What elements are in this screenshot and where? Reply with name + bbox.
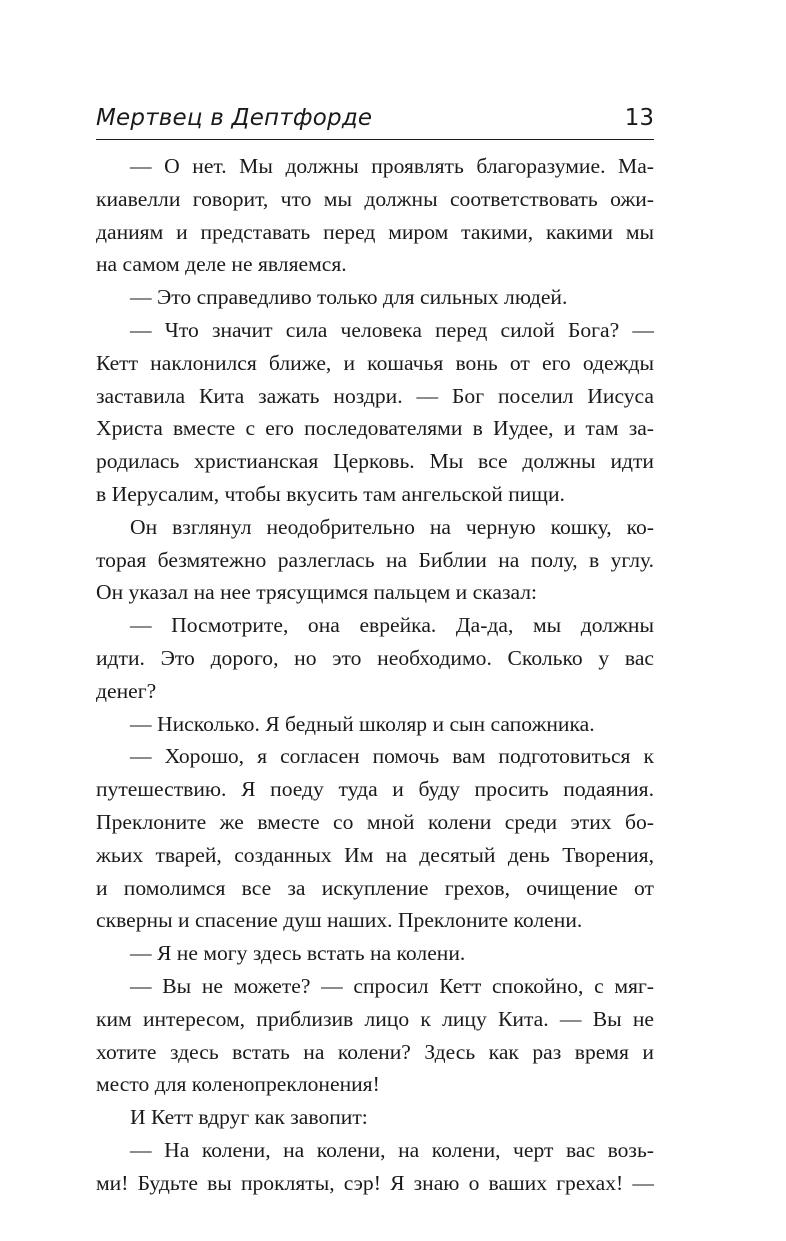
- text-line: — Нисколько. Я бедный школяр и сын сапожника.: [130, 711, 595, 736]
- text-line: в Иерусалим, чтобы вкусить там ангельской пищи.: [96, 481, 565, 506]
- text-line: ми! Будьте вы прокляты, сэр! Я знаю о ваших грехах! —: [96, 1170, 654, 1195]
- text-line: Он указал на нее трясущимся пальцем и сказал:: [96, 580, 538, 605]
- text-line: хотите здесь встать на колени? Здесь как раз время и: [96, 1039, 654, 1064]
- text-line: — Хорошо, я согласен помочь вам подготовиться к: [130, 744, 654, 769]
- paragraph: [96, 1134, 654, 1200]
- text-line: скверны и спасение душ наших. Преклоните колени.: [96, 908, 583, 933]
- text-line: родилась христианская Церковь. Мы все должны идти: [96, 449, 654, 474]
- text-line: — Это справедливо только для сильных людей.: [130, 285, 568, 310]
- text-line: — Посмотрите, она еврейка. Да-да, мы должны: [130, 613, 654, 638]
- text-line: киавелли говорит, что мы должны соответствовать ожи-: [96, 186, 654, 211]
- page-number: 13: [624, 105, 654, 131]
- paragraph: [96, 511, 654, 609]
- text-line: жьих тварей, созданных Им на десятый день Творения,: [96, 842, 654, 867]
- text-line: идти. Это дорого, но это необходимо. Сколько у вас: [96, 645, 654, 670]
- text-line: ким интересом, приблизив лицо к лицу Кита. — Вы не: [96, 1006, 654, 1031]
- text-line: И Кетт вдруг как завопит:: [130, 1105, 368, 1130]
- text-line: Христа вместе с его последователями в Иудее, и там за-: [96, 416, 654, 441]
- paragraph: [96, 970, 654, 1101]
- paragraph: [96, 314, 654, 511]
- paragraph: [96, 281, 654, 314]
- body-text: [96, 150, 654, 1200]
- text-line: денег?: [96, 678, 157, 703]
- text-line: на самом деле не являемся.: [96, 252, 347, 277]
- text-line: — О нет. Мы должны проявлять благоразумие. Ма-: [130, 154, 654, 178]
- text-line: — Что значит сила человека перед силой Бога? —: [130, 317, 654, 342]
- text-line: Он взглянул неодобрительно на черную кошку, ко-: [130, 514, 654, 539]
- text-line: Кетт наклонился ближе, и кошачья вонь от его одежды: [96, 350, 654, 375]
- paragraph: [96, 708, 654, 741]
- text-line: — Вы не можете? — спросил Кетт спокойно, с мяг-: [130, 973, 654, 998]
- book-title: Мертвец в Дептфорде: [96, 105, 373, 131]
- paragraph: [96, 1101, 654, 1134]
- text-line: — На колени, на колени, на колени, черт вас возь-: [130, 1137, 654, 1162]
- text-line: заставила Кита зажать ноздри. — Бог поселил Иисуса: [96, 383, 654, 408]
- text-line: даниям и представать перед миром такими, какими мы: [96, 219, 654, 244]
- text-line: место для коленопреклонения!: [96, 1072, 380, 1097]
- text-line: — Я не могу здесь встать на колени.: [130, 941, 466, 966]
- paragraph: [96, 609, 654, 707]
- text-line: торая безмятежно разлеглась на Библии на полу, в углу.: [96, 547, 654, 572]
- paragraph: [96, 150, 654, 281]
- text-line: и помолимся все за искупление грехов, очищение от: [96, 875, 654, 900]
- paragraph: [96, 740, 654, 937]
- text-line: Преклоните же вместе со мной колени среди этих бо-: [96, 809, 654, 834]
- running-header: [96, 103, 654, 140]
- paragraph: [96, 937, 654, 970]
- text-line: путешествию. Я поеду туда и буду просить подаяния.: [96, 777, 654, 802]
